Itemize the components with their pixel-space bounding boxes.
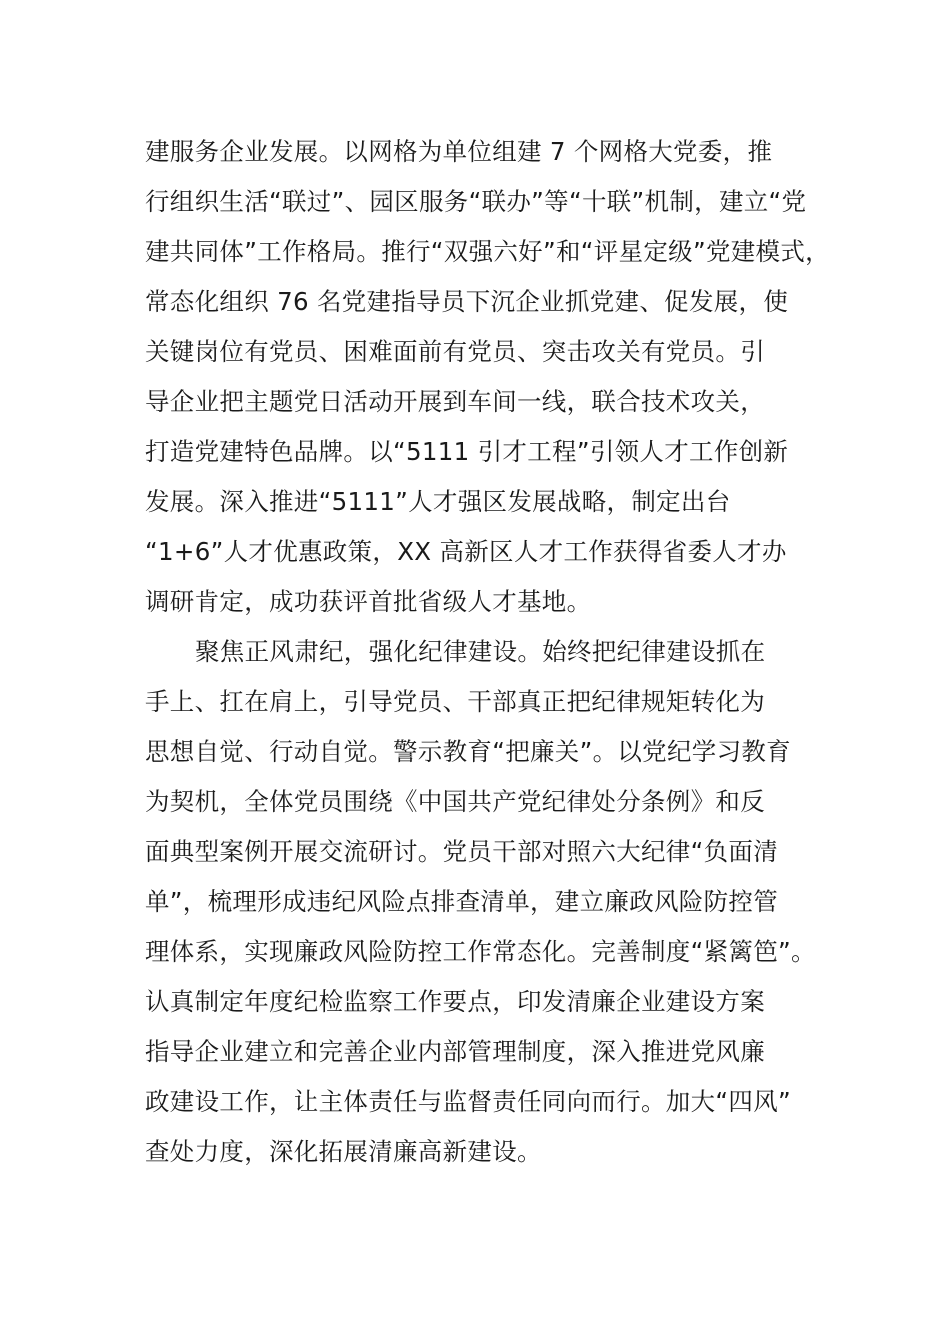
paragraph-1-line-4: 常态化组织 76 名党建指导员下沉企业抓党建、促发展，使: [145, 287, 789, 316]
paragraph-2-line-10: 政建设工作，让主体责任与监督责任同向而行。加大“四风”: [145, 1087, 791, 1116]
paragraph-2-line-5: 面典型案例开展交流研讨。党员干部对照六大纪律“负面清: [145, 837, 778, 866]
paragraph-1-line-8: 发展。深入推进“5111”人才强区发展战略，制定出台: [145, 487, 731, 516]
paragraph-2-line-9: 指导企业建立和完善企业内部管理制度，深入推进党风廉: [145, 1037, 765, 1066]
paragraph-2-line-7: 理体系，实现廉政风险防控工作常态化。完善制度“紧篱笆”。: [145, 937, 816, 966]
paragraph-1-line-2: 行组织生活“联过”、园区服务“联办”等“十联”机制，建立“党: [145, 187, 807, 216]
paragraph-2-line-8: 认真制定年度纪检监察工作要点，印发清廉企业建设方案: [145, 987, 765, 1016]
paragraph-1-line-5: 关键岗位有党员、困难面前有党员、突击攻关有党员。引: [145, 337, 765, 366]
paragraph-2-line-4: 为契机，全体党员围绕《中国共产党纪律处分条例》和反: [145, 787, 765, 816]
paragraph-2-line-2: 手上、扛在肩上，引导党员、干部真正把纪律规矩转化为: [145, 687, 765, 716]
paragraph-1-line-10: 调研肯定，成功获评首批省级人才基地。: [145, 587, 592, 616]
paragraph-2-line-1: 聚焦正风肃纪，强化纪律建设。始终把纪律建设抓在: [195, 637, 766, 666]
paragraph-2-line-3: 思想自觉、行动自觉。警示教育“把廉关”。以党纪学习教育: [145, 737, 791, 766]
paragraph-1-line-6: 导企业把主题党日活动开展到车间一线，联合技术攻关，: [145, 387, 765, 416]
paragraph-2-line-11: 查处力度，深化拓展清廉高新建设。: [145, 1137, 542, 1166]
paragraph-1-line-3: 建共同体”工作格局。推行“双强六好”和“评星定级”党建模式，: [145, 237, 830, 266]
paragraph-1-line-1: 建服务企业发展。以网格为单位组建 7 个网格大党委，推: [145, 137, 773, 166]
paragraph-2-line-6: 单”，梳理形成违纪风险点排查清单，建立廉政风险防控管: [145, 887, 778, 916]
paragraph-1-line-7: 打造党建特色品牌。以“5111 引才工程”引领人才工作创新: [145, 437, 789, 466]
paragraph-1-line-9: “1+6”人才优惠政策，XX 高新区人才工作获得省委人才办: [145, 537, 787, 566]
